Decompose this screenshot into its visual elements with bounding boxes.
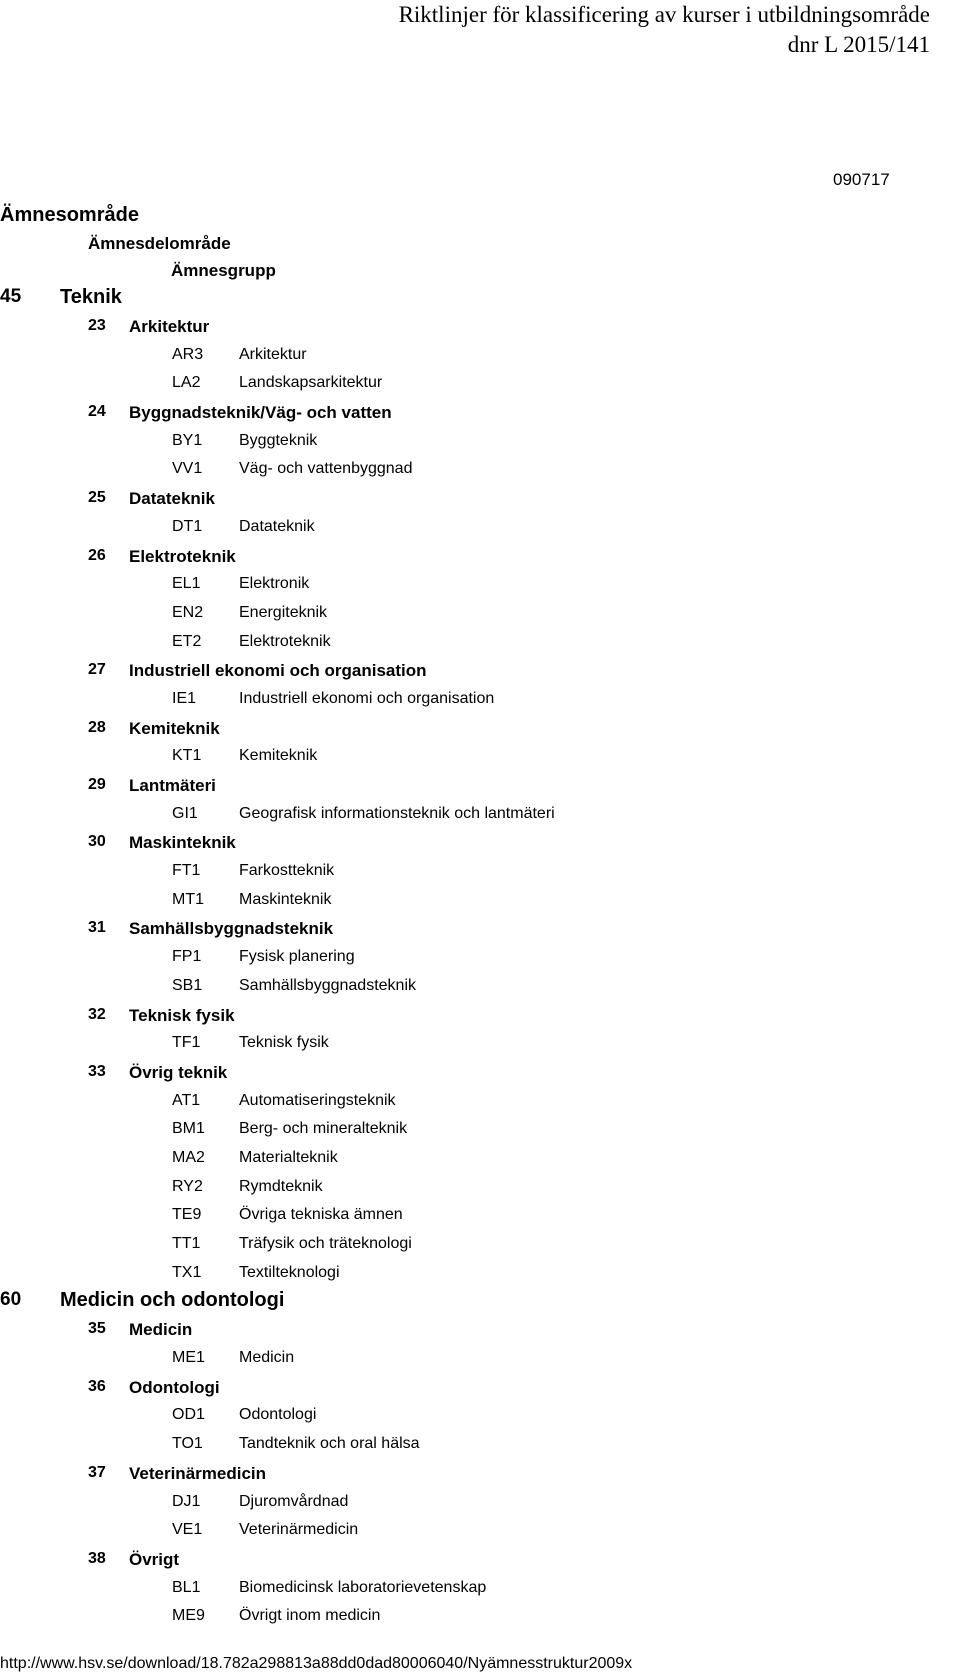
subject-subarea-code: 33 <box>88 1062 106 1080</box>
subject-group-name: Farkostteknik <box>239 862 335 880</box>
subject-group-row <box>0 1117 960 1146</box>
subject-group-name: Fysisk planering <box>239 948 355 966</box>
subject-subarea-name: Byggnadsteknik/Väg- och vatten <box>129 403 392 423</box>
subject-subarea-code: 29 <box>88 776 106 793</box>
subject-group-row <box>0 371 960 400</box>
subject-group-code: RY2 <box>172 1177 203 1195</box>
subject-group-row <box>0 687 960 716</box>
subject-subarea-code: 35 <box>88 1320 106 1338</box>
subject-group-row <box>0 1576 960 1605</box>
subject-group-name: Kemiteknik <box>239 747 318 765</box>
subject-group-row <box>0 429 960 458</box>
subject-subarea-name: Samhällsbyggnadsteknik <box>129 919 334 939</box>
subject-subarea-row <box>0 1375 960 1404</box>
subject-group-code: SB1 <box>172 976 203 994</box>
subject-group-name: Djuromvårdnad <box>239 1492 349 1510</box>
subject-group-row <box>0 1089 960 1118</box>
subject-group-name: Materialteknik <box>239 1148 338 1166</box>
subject-subarea-name: Lantmäteri <box>129 776 216 795</box>
subject-group-code: ET2 <box>172 632 202 650</box>
subject-group-name: Automatiseringsteknik <box>239 1091 396 1109</box>
subject-group-code: KT1 <box>172 747 202 765</box>
subject-subarea-name: Övrig teknik <box>129 1062 228 1082</box>
subject-group-name: Textilteknologi <box>239 1263 340 1281</box>
subject-group-name: Träfysik och träteknologi <box>239 1235 412 1252</box>
subject-subarea-name: Övrigt <box>129 1549 180 1569</box>
subject-group-name: Veterinärmedicin <box>239 1521 359 1539</box>
subject-group-name: Maskinteknik <box>239 890 332 908</box>
subject-subarea-row <box>0 1317 960 1346</box>
subject-group-row <box>0 1518 960 1547</box>
subject-group-name: Rymdteknik <box>239 1177 323 1195</box>
legend-amnesomrade: Ämnesområde <box>0 204 139 226</box>
subject-group-row <box>0 888 960 917</box>
subject-area-row <box>0 286 960 314</box>
subject-subarea-row <box>0 1060 960 1089</box>
subject-area-code: 45 <box>0 286 22 307</box>
subject-group-row <box>0 630 960 659</box>
subject-group-code: DJ1 <box>172 1492 201 1510</box>
subject-subarea-row <box>0 916 960 945</box>
subject-group-code: TO1 <box>172 1435 203 1453</box>
subject-group-row <box>0 1031 960 1060</box>
subject-group-code: MT1 <box>172 890 204 908</box>
subject-subarea-name: Veterinärmedicin <box>129 1463 267 1483</box>
subject-subarea-name: Maskinteknik <box>129 833 236 853</box>
subject-group-code: BL1 <box>172 1578 201 1596</box>
subject-group-name: Odontologi <box>239 1406 317 1424</box>
footer-url[interactable]: http://www.hsv.se/download/18.782a298813a88dd0dad80006040/Nyämnesstruktur2009x <box>0 1655 633 1672</box>
subject-subarea-code: 31 <box>88 919 106 937</box>
subject-group-row <box>0 601 960 630</box>
legend-amnesgrupp: Ämnesgrupp <box>171 261 276 280</box>
subject-subarea-code: 24 <box>88 403 106 421</box>
subject-subarea-row <box>0 400 960 429</box>
subject-group-code: AT1 <box>172 1091 201 1109</box>
subject-group-code: LA2 <box>172 374 201 392</box>
subject-group-code: TT1 <box>172 1235 201 1252</box>
subject-group-row <box>0 1175 960 1204</box>
subject-subarea-name: Industriell ekonomi och organisation <box>129 661 427 681</box>
subject-subarea-code: 23 <box>88 317 106 334</box>
subject-group-row <box>0 457 960 486</box>
subject-area-row <box>0 1289 960 1317</box>
subject-group-row <box>0 744 960 773</box>
subject-group-code: ME9 <box>172 1607 205 1625</box>
subject-group-code: FP1 <box>172 948 202 966</box>
subject-group-row <box>0 1261 960 1290</box>
subject-group-name: Datateknik <box>239 517 315 535</box>
subject-group-code: MA2 <box>172 1148 205 1166</box>
subject-group-code: TX1 <box>172 1263 202 1281</box>
subject-group-code: FT1 <box>172 862 201 880</box>
subject-group-name: Väg- och vattenbyggnad <box>239 460 413 478</box>
subject-subarea-row <box>0 773 960 802</box>
subject-group-name: Berg- och mineralteknik <box>239 1120 408 1138</box>
subject-group-row <box>0 945 960 974</box>
subject-subarea-name: Arkitektur <box>129 317 210 336</box>
subject-subarea-name: Odontologi <box>129 1377 220 1397</box>
subject-subarea-name: Elektroteknik <box>129 546 236 566</box>
subject-group-row <box>0 343 960 372</box>
subject-group-row <box>0 1203 960 1232</box>
subject-group-code: VE1 <box>172 1521 203 1539</box>
subject-group-code: VV1 <box>172 460 203 478</box>
subject-group-name: Övriga tekniska ämnen <box>239 1206 403 1224</box>
subject-area-code: 60 <box>0 1289 22 1311</box>
subject-group-code: AR3 <box>172 345 204 363</box>
subject-subarea-code: 36 <box>88 1377 106 1395</box>
subject-group-name: Geografisk informationsteknik och lantmäteri <box>239 804 555 822</box>
subject-subarea-name: Teknisk fysik <box>129 1005 235 1025</box>
subject-group-row <box>0 1403 960 1432</box>
subject-group-name: Medicin <box>239 1349 295 1367</box>
subject-group-row <box>0 802 960 831</box>
subject-subarea-row <box>0 314 960 343</box>
subject-group-row <box>0 859 960 888</box>
subject-group-code: ME1 <box>172 1349 205 1367</box>
subject-group-name: Energiteknik <box>239 603 328 621</box>
subject-subarea-row <box>0 1003 960 1032</box>
document-header-dnr: dnr L 2015/141 <box>787 32 930 57</box>
subject-group-code: TE9 <box>172 1206 202 1224</box>
subject-group-code: IE1 <box>172 689 197 707</box>
subject-subarea-code: 27 <box>88 661 106 679</box>
subject-group-code: EL1 <box>172 575 201 593</box>
subject-subarea-name: Datateknik <box>129 489 215 509</box>
subject-group-name: Tandteknik och oral hälsa <box>239 1435 420 1453</box>
subject-subarea-name: Kemiteknik <box>129 718 220 738</box>
subject-subarea-code: 26 <box>88 546 106 564</box>
subject-group-code: TF1 <box>172 1034 201 1052</box>
subject-group-row <box>0 1490 960 1519</box>
subject-group-name: Elektroteknik <box>239 632 331 650</box>
subject-subarea-code: 28 <box>88 718 106 736</box>
subject-group-row <box>0 1432 960 1461</box>
subject-subarea-row <box>0 1461 960 1490</box>
subject-group-name: Teknisk fysik <box>239 1034 329 1052</box>
subject-subarea-row <box>0 658 960 687</box>
subject-group-code: EN2 <box>172 603 204 621</box>
subject-group-row <box>0 572 960 601</box>
legend-amnesdelomrade: Ämnesdelområde <box>88 234 231 253</box>
subject-group-name: Byggteknik <box>239 431 318 449</box>
subject-group-code: DT1 <box>172 517 203 535</box>
subject-group-name: Landskapsarkitektur <box>239 374 383 392</box>
subject-group-row <box>0 974 960 1003</box>
subject-area-name: Teknik <box>60 286 122 308</box>
subject-group-row <box>0 1232 960 1261</box>
subject-group-code: GI1 <box>172 804 198 822</box>
subject-tree <box>0 286 960 1633</box>
subject-subarea-code: 30 <box>88 833 106 851</box>
subject-area-name: Medicin och odontologi <box>60 1289 285 1312</box>
subject-subarea-name: Medicin <box>129 1320 193 1340</box>
subject-subarea-code: 38 <box>88 1549 106 1567</box>
subject-group-name: Biomedicinsk laboratorievetenskap <box>239 1578 487 1596</box>
subject-group-name: Arkitektur <box>239 345 307 363</box>
subject-group-code: OD1 <box>172 1406 205 1424</box>
subject-group-name: Industriell ekonomi och organisation <box>239 689 495 707</box>
subject-group-name: Samhällsbyggnadsteknik <box>239 976 416 994</box>
subject-subarea-row <box>0 830 960 859</box>
subject-group-row <box>0 1146 960 1175</box>
subject-subarea-row <box>0 544 960 573</box>
subject-subarea-row <box>0 716 960 745</box>
subject-group-code: BM1 <box>172 1120 205 1138</box>
subject-subarea-row <box>0 486 960 515</box>
subject-group-code: BY1 <box>172 431 203 449</box>
subject-subarea-code: 25 <box>88 489 106 507</box>
subject-group-name: Elektronik <box>239 575 310 593</box>
subject-subarea-code: 32 <box>88 1005 106 1023</box>
subject-subarea-row <box>0 1547 960 1576</box>
subject-group-row <box>0 515 960 544</box>
subject-group-row <box>0 1604 960 1633</box>
subject-group-name: Övrigt inom medicin <box>239 1607 381 1625</box>
subject-subarea-code: 37 <box>88 1463 106 1481</box>
document-date: 090717 <box>833 170 890 189</box>
subject-group-row <box>0 1346 960 1375</box>
document-header-title: Riktlinjer för klassificering av kurser i utbildningsområde <box>398 2 930 27</box>
